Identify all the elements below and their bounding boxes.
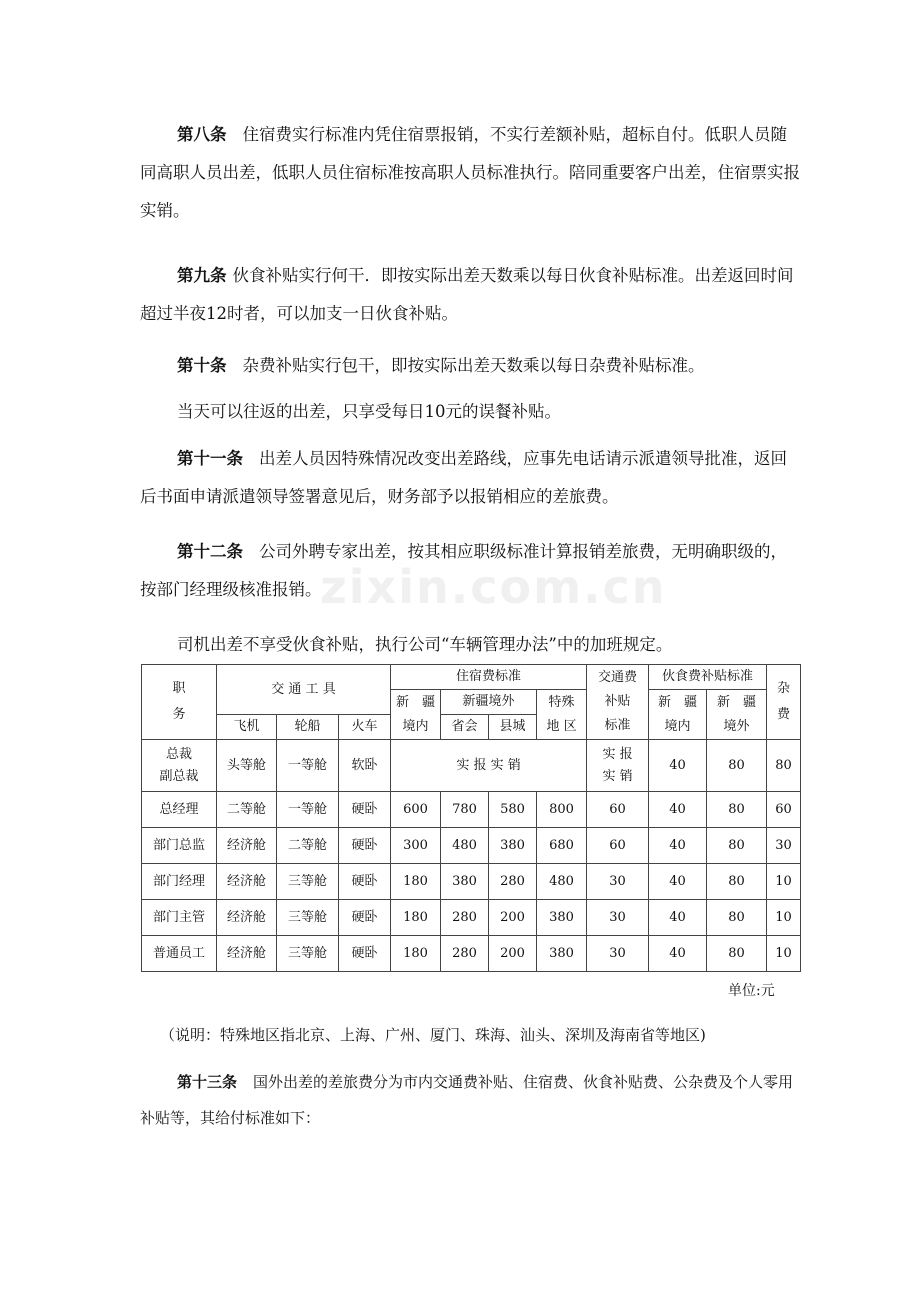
ship-cell: 三等舱: [277, 864, 339, 900]
unit-label: 单位:元: [728, 983, 775, 999]
header-meal-subsidy: 伙食费补贴标准: [649, 665, 767, 690]
misc-cell: 10: [767, 900, 801, 936]
meal-out-cell: 80: [707, 740, 767, 792]
header-transport: 交 通 工 具: [217, 665, 391, 715]
header-position: 职 务: [142, 665, 217, 740]
plane-cell: 经济舱: [217, 864, 277, 900]
position-cell: 总经理: [142, 792, 217, 828]
article-text: 伙食补贴实行何干．即按实际出差天数乘以每日伙食补贴标准。出差返回时间超过半夜12时者，可以加支一日伙食补贴。: [140, 266, 794, 323]
same-day-trip-note: [140, 393, 800, 431]
header-county: 县城: [489, 715, 537, 740]
misc-cell: 30: [767, 828, 801, 864]
header-traffic-subsidy: 交通费 补贴 标准: [587, 665, 649, 740]
paragraph-text: 当天可以往返的出差，只享受每日10元的误餐补贴。: [177, 402, 561, 421]
article-text: 杂费补贴实行包干，即按实际出差天数乘以每日杂费补贴标准。: [242, 356, 705, 375]
position-cell: 部门主管: [142, 900, 217, 936]
ship-cell: 三等舱: [277, 900, 339, 936]
article-number: 第十二条: [177, 542, 243, 561]
meal-in-cell: 40: [649, 828, 707, 864]
article-number: 第十条: [177, 356, 227, 375]
ship-cell: 一等舱: [277, 792, 339, 828]
meal-in-cell: 40: [649, 740, 707, 792]
header-xinjiang-domestic: 新 疆 境内: [391, 690, 441, 740]
misc-cell: 10: [767, 864, 801, 900]
header-meal-xinjiang-in: 新 疆 境内: [649, 690, 707, 740]
plane-cell: 二等舱: [217, 792, 277, 828]
plane-cell: 经济舱: [217, 900, 277, 936]
article-text: 国外出差的差旅费分为市内交通费补贴、住宿费、伙食补贴费、公杂费及个人零用补贴等，其给付标准如下：: [140, 1073, 794, 1127]
plane-cell: 经济舱: [217, 828, 277, 864]
driver-note: [140, 626, 800, 664]
meal-in-cell: 40: [649, 900, 707, 936]
table-row: [142, 936, 801, 972]
article-number: 第九条: [177, 266, 227, 285]
header-ship: 轮船: [277, 715, 339, 740]
traffic-cell: 30: [587, 900, 649, 936]
header-misc: 杂 费: [767, 665, 801, 740]
meal-out-cell: 80: [707, 864, 767, 900]
county-cell: 580: [489, 792, 537, 828]
meal-out-cell: 80: [707, 900, 767, 936]
xinjiang-cell: 180: [391, 900, 441, 936]
provincial-cell: 280: [441, 936, 489, 972]
table-row: [142, 792, 801, 828]
position-cell: 部门总监: [142, 828, 217, 864]
county-cell: 280: [489, 864, 537, 900]
article-text: 住宿费实行标准内凭住宿票报销，不实行差额补贴，超标自付。低职人员随同高职人员出差，低职人员住宿标准按高职人员标准执行。陪同重要客户出差，住宿票实报实销。: [140, 125, 800, 220]
traffic-cell: 60: [587, 828, 649, 864]
plane-cell: 头等舱: [217, 740, 277, 792]
train-cell: 硬卧: [339, 864, 391, 900]
article-13: [140, 1064, 800, 1136]
special-cell: 680: [537, 828, 587, 864]
misc-cell: 80: [767, 740, 801, 792]
paragraph-text: 司机出差不享受伙食补贴，执行公司“车辆管理办法”中的加班规定。: [177, 635, 673, 654]
header-plane: 飞机: [217, 715, 277, 740]
special-cell: 480: [537, 864, 587, 900]
meal-out-cell: 80: [707, 936, 767, 972]
county-cell: 200: [489, 936, 537, 972]
table-row: [142, 740, 801, 792]
xinjiang-cell: 180: [391, 864, 441, 900]
meal-in-cell: 40: [649, 864, 707, 900]
ship-cell: 一等舱: [277, 740, 339, 792]
traffic-cell: 60: [587, 792, 649, 828]
provincial-cell: 380: [441, 864, 489, 900]
provincial-cell: 480: [441, 828, 489, 864]
position-cell: 部门经理: [142, 864, 217, 900]
table-row: [142, 900, 801, 936]
meal-out-cell: 80: [707, 792, 767, 828]
article-10: [140, 347, 800, 385]
misc-cell: 60: [767, 792, 801, 828]
position-cell: 总裁 副总裁: [142, 740, 217, 792]
article-11: [140, 440, 800, 516]
plane-cell: 经济舱: [217, 936, 277, 972]
header-train: 火车: [339, 715, 391, 740]
train-cell: 硬卧: [339, 900, 391, 936]
header-special-area: 特殊 地 区: [537, 690, 587, 740]
special-area-note: （说明：特殊地区指北京、上海、广州、厦门、珠海、汕头、深圳及海南省等地区): [160, 1026, 706, 1044]
article-number: 第八条: [177, 125, 227, 144]
article-text: 公司外聘专家出差，按其相应职级标准计算报销差旅费，无明确职级的，按部门经理级核准报销。: [140, 542, 787, 599]
watermark: zixin.com.cn: [320, 560, 667, 614]
misc-cell: 10: [767, 936, 801, 972]
traffic-cell: 30: [587, 864, 649, 900]
table-row: [142, 864, 801, 900]
special-cell: 380: [537, 900, 587, 936]
meal-in-cell: 40: [649, 792, 707, 828]
travel-standard-table: [141, 664, 801, 972]
xinjiang-cell: 300: [391, 828, 441, 864]
county-cell: 380: [489, 828, 537, 864]
article-number: 第十三条: [177, 1073, 238, 1091]
traffic-cell: 30: [587, 936, 649, 972]
special-cell: 800: [537, 792, 587, 828]
lodging-cell: 实 报 实 销: [391, 740, 587, 792]
county-cell: 200: [489, 900, 537, 936]
train-cell: 硬卧: [339, 828, 391, 864]
position-cell: 普通员工: [142, 936, 217, 972]
article-9: [140, 257, 800, 333]
header-lodging: 住宿费标准: [391, 665, 587, 690]
meal-in-cell: 40: [649, 936, 707, 972]
special-cell: 380: [537, 936, 587, 972]
header-meal-xinjiang-out: 新 疆 境外: [707, 690, 767, 740]
xinjiang-cell: 600: [391, 792, 441, 828]
article-number: 第十一条: [177, 449, 243, 468]
train-cell: 软卧: [339, 740, 391, 792]
header-provincial-capital: 省会: [441, 715, 489, 740]
train-cell: 硬卧: [339, 936, 391, 972]
header-outside-xinjiang: 新疆境外: [441, 690, 537, 715]
traffic-cell: 实 报 实 销: [587, 740, 649, 792]
train-cell: 硬卧: [339, 792, 391, 828]
xinjiang-cell: 180: [391, 936, 441, 972]
provincial-cell: 780: [441, 792, 489, 828]
provincial-cell: 280: [441, 900, 489, 936]
table-row: [142, 828, 801, 864]
ship-cell: 二等舱: [277, 828, 339, 864]
article-8: [140, 116, 800, 230]
meal-out-cell: 80: [707, 828, 767, 864]
ship-cell: 三等舱: [277, 936, 339, 972]
article-text: 出差人员因特殊情况改变出差路线，应事先电话请示派遣领导批准，返回后书面申请派遣领导签署意见后，财务部予以报销相应的差旅费。: [140, 449, 787, 506]
